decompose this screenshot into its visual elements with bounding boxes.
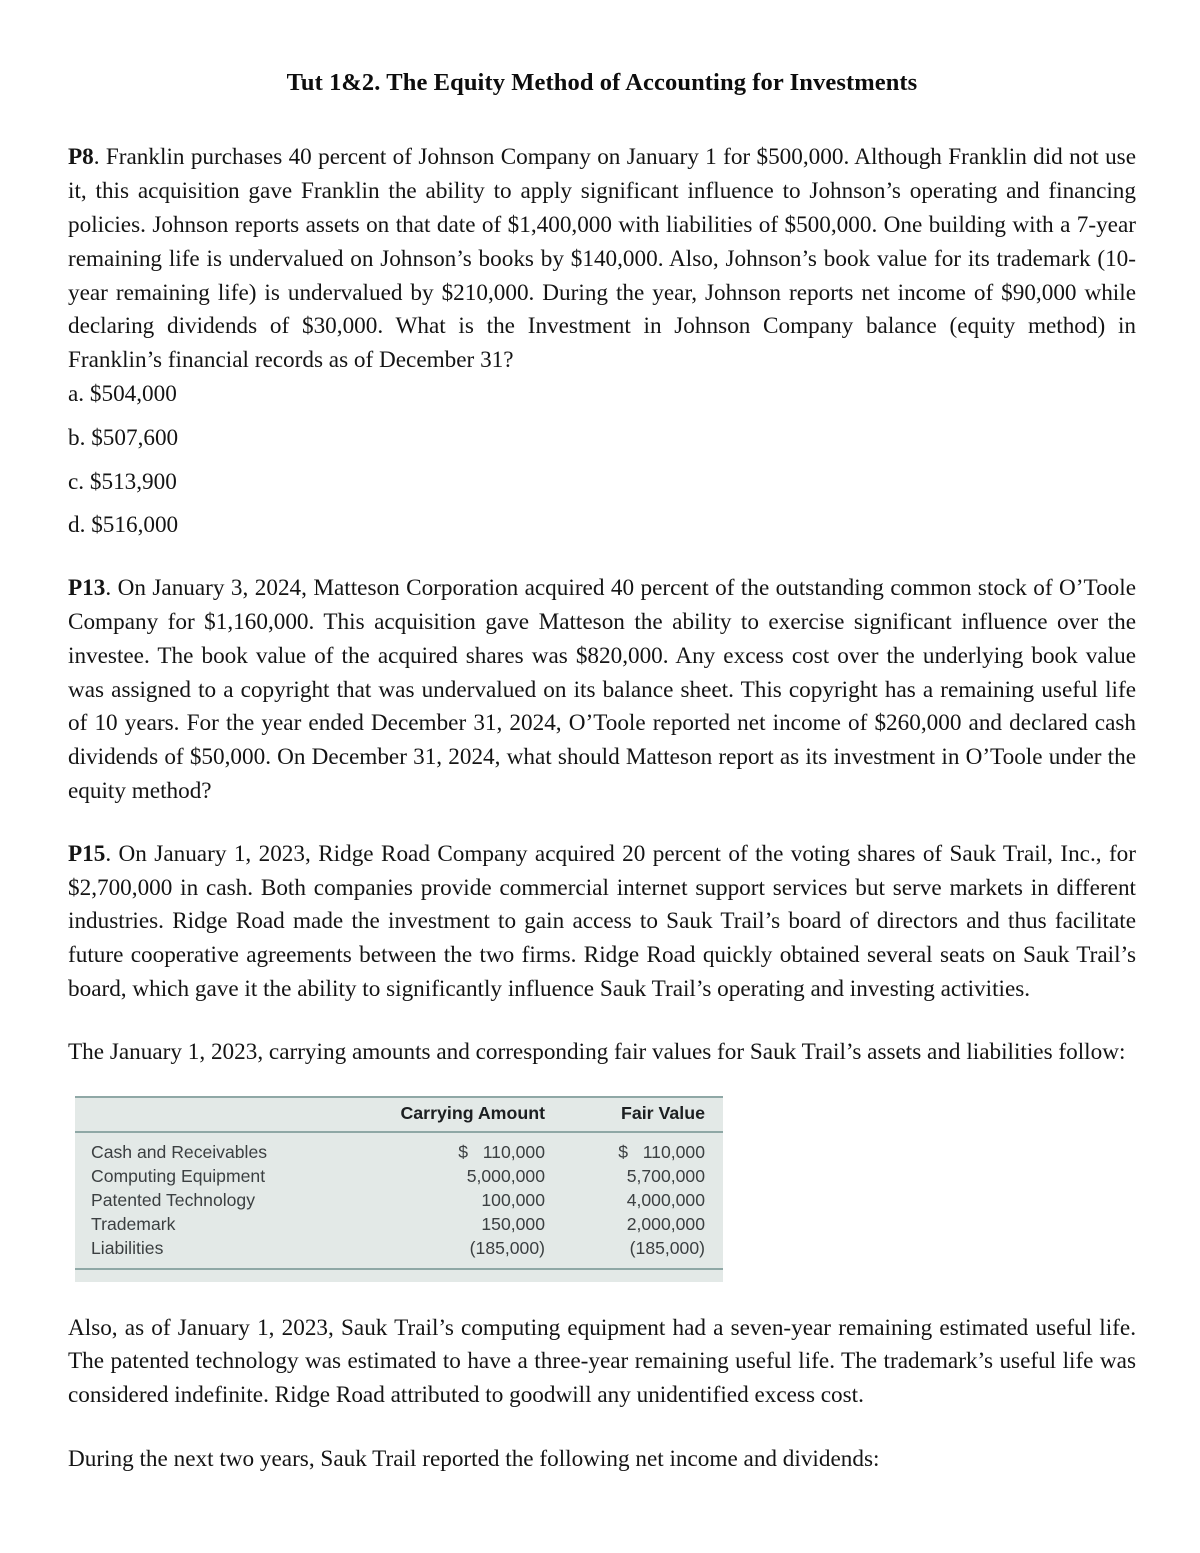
table-header	[75, 1097, 723, 1132]
column-header-item	[75, 1097, 363, 1132]
problem-p13-label: P13	[68, 575, 106, 602]
problem-p8-option-a[interactable]: a. $504,000	[68, 380, 177, 407]
cell-fair-computing-equipment: 5,700,000	[545, 1164, 705, 1188]
table-row	[75, 1188, 723, 1212]
problem-p15-label: P15	[68, 840, 106, 867]
carrying-fair-value-table	[75, 1096, 723, 1282]
cell-fair-cash-and-receivables: $ 110,000	[545, 1132, 705, 1165]
table-row	[75, 1164, 723, 1188]
problem-p8-label: P8	[68, 144, 94, 171]
row-label-cash-and-receivables: Cash and Receivables	[75, 1132, 363, 1165]
carrying-fair-value-table-container	[75, 1096, 723, 1282]
problem-p15-paragraph	[68, 838, 1136, 1007]
row-pad	[705, 1236, 723, 1269]
column-header-fair-value: Fair Value	[545, 1097, 705, 1132]
problem-p8-label-suffix: .	[93, 144, 100, 171]
table-row	[75, 1236, 723, 1269]
cell-carrying-cash-and-receivables: $ 110,000	[363, 1132, 545, 1165]
column-header-pad	[705, 1097, 723, 1132]
row-label-computing-equipment: Computing Equipment	[75, 1164, 363, 1188]
table-row	[75, 1212, 723, 1236]
cell-carrying-liabilities: (185,000)	[363, 1236, 545, 1269]
table-row	[75, 1132, 723, 1165]
cell-fair-trademark: 2,000,000	[545, 1212, 705, 1236]
problem-p8-option-d[interactable]: d. $516,000	[68, 512, 179, 539]
table-footer-rule	[75, 1269, 723, 1282]
problem-p8-option-c[interactable]: c. $513,900	[68, 468, 177, 495]
problem-p15-during-text: During the next two years, Sauk Trail reported the following net income and dividends:	[68, 1445, 880, 1472]
cell-fair-patented-technology: 4,000,000	[545, 1188, 705, 1212]
table-bottom-spacer	[75, 1270, 723, 1282]
row-pad	[705, 1212, 723, 1236]
problem-p13-paragraph	[68, 572, 1136, 809]
column-header-carrying-amount: Carrying Amount	[363, 1097, 545, 1132]
cell-carrying-patented-technology: 100,000	[363, 1188, 545, 1212]
problem-p8-option-b[interactable]: b. $507,600	[68, 424, 179, 451]
problem-p8-body: Franklin purchases 40 percent of Johnson Company on January 1 for $500,000. Although Franklin did not use it, this acquisition gave Franklin the ability to apply significant influence to Johnson’s operating and financing policies. Johnson reports assets on that date of $1,400,000 with liabilities of $500,000. One building with a 7-year remaining life is undervalued on Johnson’s books by $140,000. Also, Johnson’s book value for its trademark (10-year remaining life) is undervalued by $210,000. During the year, Johnson reports net income of $90,000 while declaring dividends of $30,000. What is the Investment in Johnson Company balance (equity method) in Franklin’s financial records as of December 31?	[68, 144, 1136, 374]
problem-p15-label-suffix: .	[105, 840, 112, 867]
cell-carrying-trademark: 150,000	[363, 1212, 545, 1236]
row-pad	[705, 1164, 723, 1188]
page-content	[68, 0, 1136, 1477]
problem-p8-paragraph	[68, 141, 1136, 378]
problem-p13-label-suffix: .	[105, 575, 112, 602]
row-pad	[705, 1188, 723, 1212]
row-label-liabilities: Liabilities	[75, 1236, 363, 1269]
problem-p15-also-text: Also, as of January 1, 2023, Sauk Trail’s computing equipment had a seven-year remaining estimated useful life. The patented technology was estimated to have a three-year remaining useful life. The trademark’s useful life was considered indefinite. Ridge Road attributed to goodwill any unidentified excess cost.	[68, 1314, 1136, 1409]
cell-carrying-computing-equipment: 5,000,000	[363, 1164, 545, 1188]
row-label-trademark: Trademark	[75, 1212, 363, 1236]
page-title: Tut 1&2. The Equity Method of Accounting for Investments	[286, 69, 918, 96]
problem-p15-follow-text: The January 1, 2023, carrying amounts and corresponding fair values for Sauk Trail’s assets and liabilities follow:	[68, 1038, 1126, 1065]
table-header-row	[75, 1097, 723, 1132]
problem-p15-body: On January 1, 2023, Ridge Road Company acquired 20 percent of the voting shares of Sauk Trail, Inc., for $2,700,000 in cash. Both companies provide commercial internet support services but serve markets in different industries. Ridge Road made the investment to gain access to Sauk Trail’s board of directors and thus facilitate future cooperative agreements between the two firms. Ridge Road quickly obtained several seats on Sauk Trail’s board, which gave it the ability to significantly influence Sauk Trail’s operating and investing activities.	[68, 840, 1136, 1002]
problem-p13-body: On January 3, 2024, Matteson Corporation acquired 40 percent of the outstanding common stock of O’Toole Company for $1,160,000. This acquisition gave Matteson the ability to exercise significant influence over the investee. The book value of the acquired shares was $820,000. Any excess cost over the underlying book value was assigned to a copyright that was undervalued on its balance sheet. This copyright has a remaining useful life of 10 years. For the year ended December 31, 2024, O’Toole reported net income of $260,000 and declared cash dividends of $50,000. On December 31, 2024, what should Matteson report as its investment in O’Toole under the equity method?	[68, 575, 1136, 804]
table-body	[75, 1132, 723, 1269]
cell-fair-liabilities: (185,000)	[545, 1236, 705, 1269]
row-pad	[705, 1132, 723, 1165]
row-label-patented-technology: Patented Technology	[75, 1188, 363, 1212]
